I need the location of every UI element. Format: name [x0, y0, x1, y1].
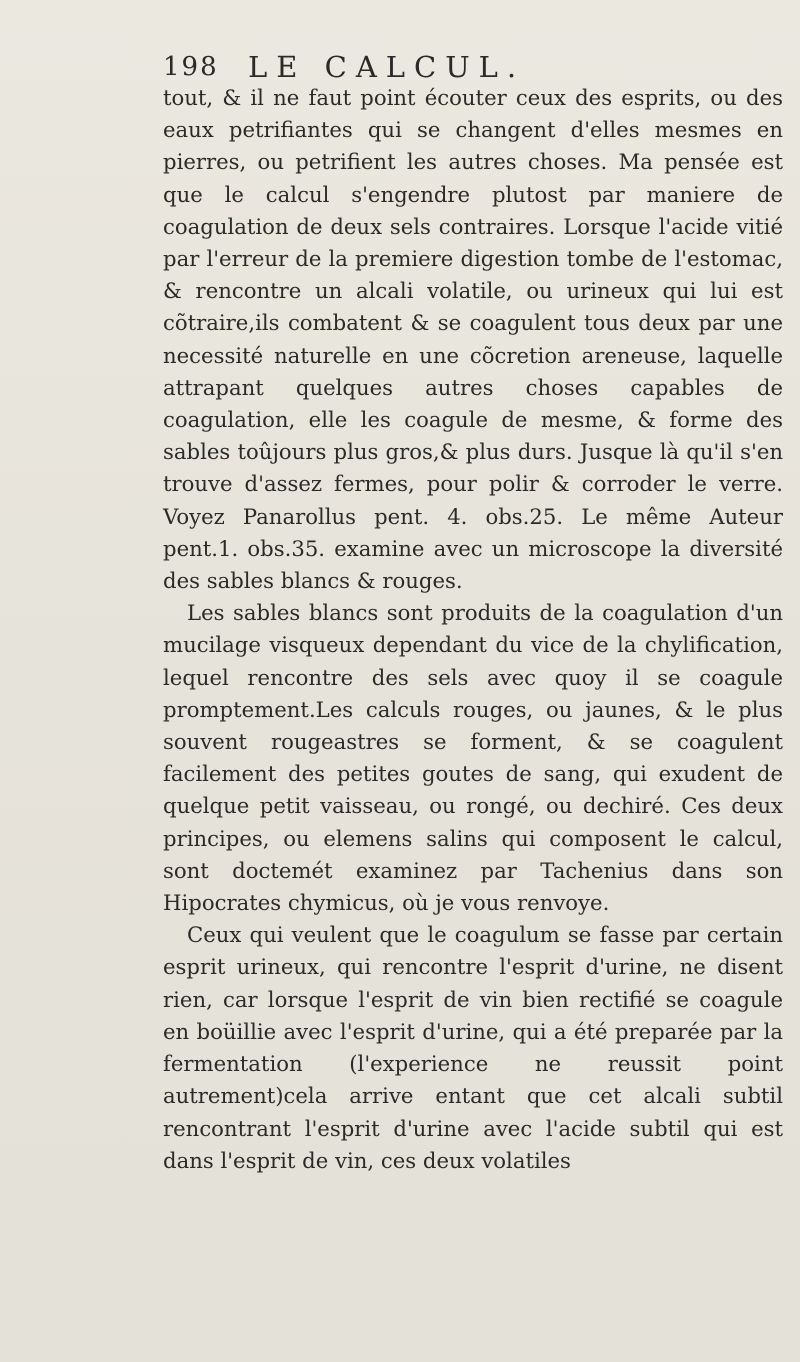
paragraph-2: Les sables blancs sont produits de la coagulation d'un mucilage visqueux dependant du vice de la chylification, lequel rencontre des sels avec quoy il se coagule promptement.Les calculs rouges, ou jaunes, & le plus souvent rougeastres se forment, & se coagulent facilement des petites goutes de sang, qui exudent de quelque petit vaisseau, ou rongé, ou dechiré. Ces deux principes, ou elemens salins qui composent le calcul, sont doctemét examinez par Tachenius dans son Hipocrates chymicus, où je vous renvoye.	[163, 600, 783, 916]
body-text	[163, 82, 783, 1177]
running-head: LE CALCUL.	[248, 50, 526, 84]
paragraph-3: Ceux qui veulent que le coagulum se fasse par certain esprit urineux, qui rencontre l'esprit d'urine, ne disent rien, car lorsque l'esprit de vin bien rectifié se coagule en boüillie avec l'esprit d'urine, qui a été preparée par la fermentation (l'experience ne reussit point autrement)cela arrive entant que cet alcali subtil rencontrant l'esprit d'urine avec l'acide subtil qui est dans l'esprit de vin, ces deux volatiles	[163, 922, 783, 1173]
paragraph-1: tout, & il ne faut point écouter ceux des esprits, ou des eaux petrifiantes qui se changent d'elles mesmes en pierres, ou petrifient les autres choses. Ma pensée est que le calcul s'engendre plutost par maniere de coagulation de deux sels contraires. Lorsque l'acide vitié par l'erreur de la premiere digestion tombe de l'estomac, & rencontre un alcali volatile, ou urineux qui lui est cõtraire,ils combatent & se coagulent tous deux par une necessité naturelle en une cõcretion areneuse, laquelle attrapant quelques autres choses capables de coagulation, elle les coagule de mesme, & forme des sables toûjours plus gros,& plus durs. Jusque là qu'il s'en trouve d'assez fermes, pour polir & corroder le verre. Voyez Panarollus pent. 4. obs.25. Le même Auteur pent.1. obs.35. examine avec un microscope la diversité des sables blancs & rouges.	[163, 85, 783, 594]
page-number: 198	[163, 52, 219, 82]
